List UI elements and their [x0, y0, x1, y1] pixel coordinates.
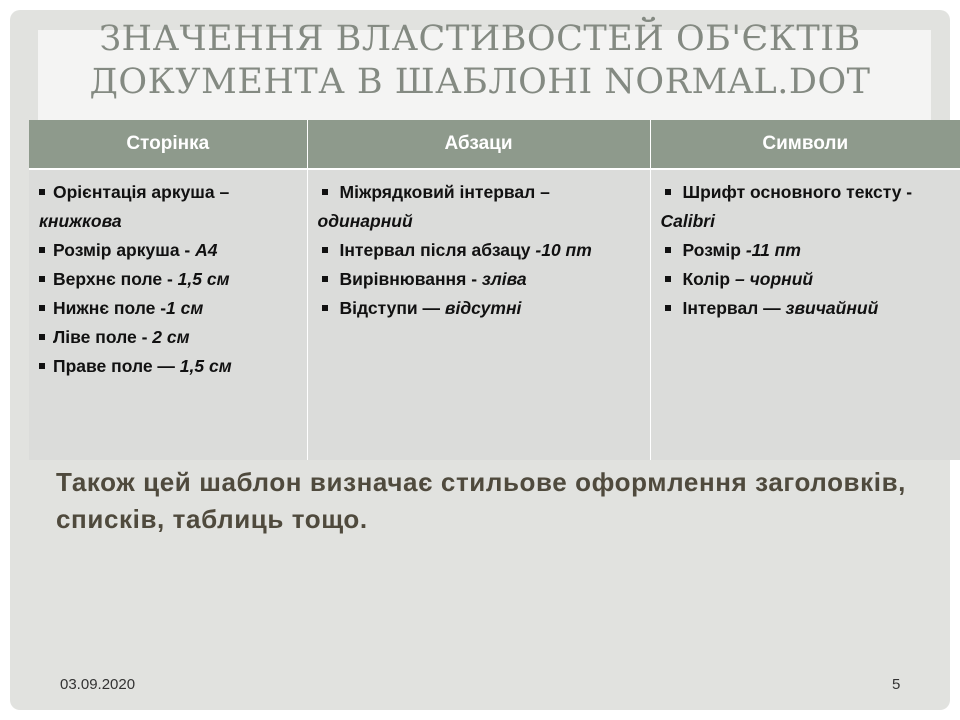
item-label: Розмір: [682, 240, 746, 260]
list-item: [318, 178, 644, 236]
square-bullet-icon: [665, 189, 671, 195]
list-item: [39, 236, 301, 265]
item-value: 1 см: [166, 298, 204, 318]
square-bullet-icon: [39, 247, 45, 253]
item-value: -11 пт: [745, 240, 801, 260]
list-item: [661, 265, 955, 294]
header-page: Сторінка: [29, 120, 307, 169]
list-item: [661, 236, 955, 265]
item-label: Відступи —: [339, 298, 445, 318]
slide-number: 5: [892, 676, 901, 693]
list-item: [318, 265, 644, 294]
item-value: -10 пт: [535, 240, 592, 260]
footer-date: 03.09.2020: [60, 676, 136, 693]
list-item: [318, 236, 644, 265]
list-item: [39, 323, 301, 352]
paragraph-properties-list: [318, 178, 644, 323]
item-label: Вирівнювання -: [339, 269, 482, 289]
item-value: – чорний: [734, 269, 814, 289]
table-header-row: [29, 120, 960, 169]
list-item: [39, 294, 301, 323]
slide-title: [0, 18, 960, 104]
character-properties-cell: [650, 169, 960, 460]
item-label: Міжрядковий інтервал –: [339, 182, 550, 202]
header-characters: Символи: [650, 120, 960, 169]
item-value: 1,5 см: [177, 269, 230, 289]
item-label: Верхнє поле -: [53, 269, 178, 289]
list-item: [661, 178, 955, 236]
template-note: Також цей шаблон визначає стильове оформлення заголовків, списків, таблиць тощо.: [56, 467, 906, 534]
item-label: Інтервал після абзацу: [339, 240, 536, 260]
square-bullet-icon: [39, 189, 45, 195]
item-label: Колір: [682, 269, 735, 289]
square-bullet-icon: [665, 247, 671, 253]
square-bullet-icon: [322, 247, 328, 253]
item-value: 2 см: [152, 327, 190, 347]
properties-table: [29, 120, 960, 460]
item-value: книжкова: [39, 211, 122, 231]
list-item: [661, 294, 955, 323]
list-item: [39, 178, 301, 236]
page-properties-cell: [29, 169, 307, 460]
item-value: 1,5 см: [179, 356, 232, 376]
character-properties-list: [661, 178, 955, 323]
item-label: Праве поле —: [53, 356, 180, 376]
square-bullet-icon: [322, 189, 328, 195]
square-bullet-icon: [322, 305, 328, 311]
square-bullet-icon: [39, 305, 45, 311]
table-row: [29, 169, 960, 460]
list-item: [39, 265, 301, 294]
list-item: [318, 294, 644, 323]
square-bullet-icon: [665, 276, 671, 282]
item-value: відсутні: [444, 298, 522, 318]
item-label: Орієнтація аркуша –: [53, 182, 230, 202]
item-value: звичайний: [785, 298, 879, 318]
square-bullet-icon: [39, 334, 45, 340]
square-bullet-icon: [322, 276, 328, 282]
list-item: [39, 352, 301, 381]
paragraph-properties-cell: [307, 169, 650, 460]
item-label: Ліве поле -: [53, 327, 153, 347]
item-label: Розмір аркуша -: [53, 240, 196, 260]
item-value: Calibri: [660, 211, 715, 231]
item-label: Інтервал —: [682, 298, 786, 318]
square-bullet-icon: [39, 363, 45, 369]
item-value: одинарний: [317, 211, 413, 231]
item-label: Нижнє поле -: [53, 298, 167, 318]
header-paragraphs: Абзаци: [307, 120, 650, 169]
item-label: Шрифт основного тексту -: [682, 182, 913, 202]
slide-title-line-2: ДОКУМЕНТА В ШАБЛОНІ NORMAL.DOT: [89, 62, 871, 102]
square-bullet-icon: [665, 305, 671, 311]
square-bullet-icon: [39, 276, 45, 282]
item-value: зліва: [481, 269, 527, 289]
page-properties-list: [39, 178, 301, 381]
slide-title-line-1: ЗНАЧЕННЯ ВЛАСТИВОСТЕЙ ОБ'ЄКТІВ: [99, 19, 861, 59]
item-value: А4: [195, 240, 218, 260]
